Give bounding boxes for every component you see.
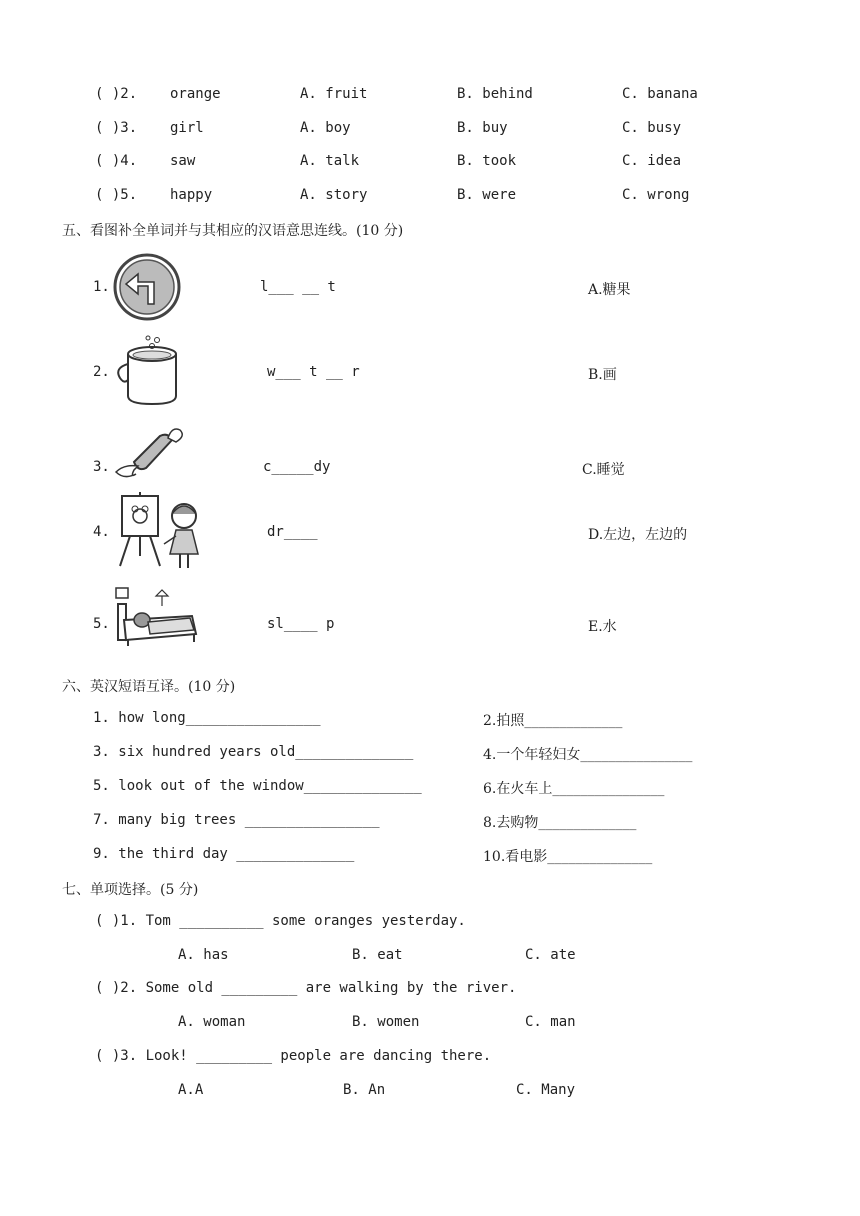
word-blank: l___ __ t bbox=[260, 279, 336, 295]
question-number: ( )2. bbox=[95, 86, 138, 102]
question-number: ( )3. bbox=[95, 120, 138, 136]
question-stem: ( )3. Look! _________ people are dancing there. bbox=[95, 1048, 492, 1064]
option-c: C. banana bbox=[622, 86, 698, 102]
phrase-left: 9. the third day ______________ bbox=[93, 846, 355, 862]
phrase-left: 3. six hundred years old______________ bbox=[93, 744, 414, 760]
chinese-meaning: E.水 bbox=[588, 619, 617, 635]
option-b: B. women bbox=[352, 1014, 420, 1030]
item-number: 5. bbox=[93, 616, 110, 632]
question-number: ( )5. bbox=[95, 187, 138, 203]
option-c: C. wrong bbox=[622, 187, 690, 203]
phrase-left: 1. how long________________ bbox=[93, 710, 321, 726]
question-number: ( )4. bbox=[95, 153, 138, 169]
option-b: B. buy bbox=[457, 120, 508, 136]
phrase-right: 6.在火车上________________ bbox=[483, 781, 665, 797]
option-a: A. story bbox=[300, 187, 368, 203]
phrase-right: 10.看电影_______________ bbox=[483, 849, 653, 865]
word-blank: dr____ bbox=[267, 524, 318, 540]
chinese-meaning: C.睡觉 bbox=[582, 462, 625, 478]
item-number: 1. bbox=[93, 279, 110, 295]
section-7-title: 七、单项选择。(5 分) bbox=[62, 882, 199, 898]
chinese-meaning: B.画 bbox=[588, 367, 617, 383]
phrase-left: 5. look out of the window______________ bbox=[93, 778, 422, 794]
option-c: C. ate bbox=[525, 947, 576, 963]
option-c: C. busy bbox=[622, 120, 682, 136]
option-c: C. idea bbox=[622, 153, 682, 169]
item-number: 4. bbox=[93, 524, 110, 540]
item-number: 2. bbox=[93, 364, 110, 380]
question-stem: ( )1. Tom __________ some oranges yesterday. bbox=[95, 913, 466, 929]
section-6-title: 六、英汉短语互译。(10 分) bbox=[62, 679, 236, 695]
word-blank: w___ t __ r bbox=[267, 364, 360, 380]
option-a: A. has bbox=[178, 947, 229, 963]
option-a: A. talk bbox=[300, 153, 360, 169]
question-stem: ( )2. Some old _________ are walking by the river. bbox=[95, 980, 517, 996]
phrase-right: 4.一个年轻妇女________________ bbox=[483, 747, 693, 763]
word-blank: c_____dy bbox=[263, 459, 331, 475]
option-b: B. behind bbox=[457, 86, 533, 102]
question-word: happy bbox=[170, 187, 213, 203]
option-b: B. took bbox=[457, 153, 517, 169]
phrase-left: 7. many big trees ________________ bbox=[93, 812, 380, 828]
chinese-meaning: A.糖果 bbox=[588, 282, 631, 298]
girl-drawing-icon bbox=[112, 488, 208, 570]
option-c: C. Many bbox=[516, 1082, 576, 1098]
sleeping-in-bed-icon bbox=[112, 586, 200, 648]
item-number: 3. bbox=[93, 459, 110, 475]
option-a: A. woman bbox=[178, 1014, 246, 1030]
option-b: B. were bbox=[457, 187, 517, 203]
option-b: B. eat bbox=[352, 947, 403, 963]
phrase-right: 2.拍照______________ bbox=[483, 713, 623, 729]
phrase-right: 8.去购物______________ bbox=[483, 815, 637, 831]
option-a: A. fruit bbox=[300, 86, 368, 102]
candy-icon bbox=[112, 424, 188, 480]
option-a: A.A bbox=[178, 1082, 204, 1098]
turn-left-sign-icon bbox=[112, 252, 182, 322]
section-5-title: 五、看图补全单词并与其相应的汉语意思连线。(10 分) bbox=[62, 223, 404, 239]
option-b: B. An bbox=[343, 1082, 386, 1098]
chinese-meaning: D.左边，左边的 bbox=[588, 527, 688, 543]
cup-of-water-icon bbox=[112, 334, 186, 408]
question-word: saw bbox=[170, 153, 196, 169]
question-word: orange bbox=[170, 86, 221, 102]
question-word: girl bbox=[170, 120, 204, 136]
word-blank: sl____ p bbox=[267, 616, 335, 632]
option-c: C. man bbox=[525, 1014, 576, 1030]
option-a: A. boy bbox=[300, 120, 351, 136]
